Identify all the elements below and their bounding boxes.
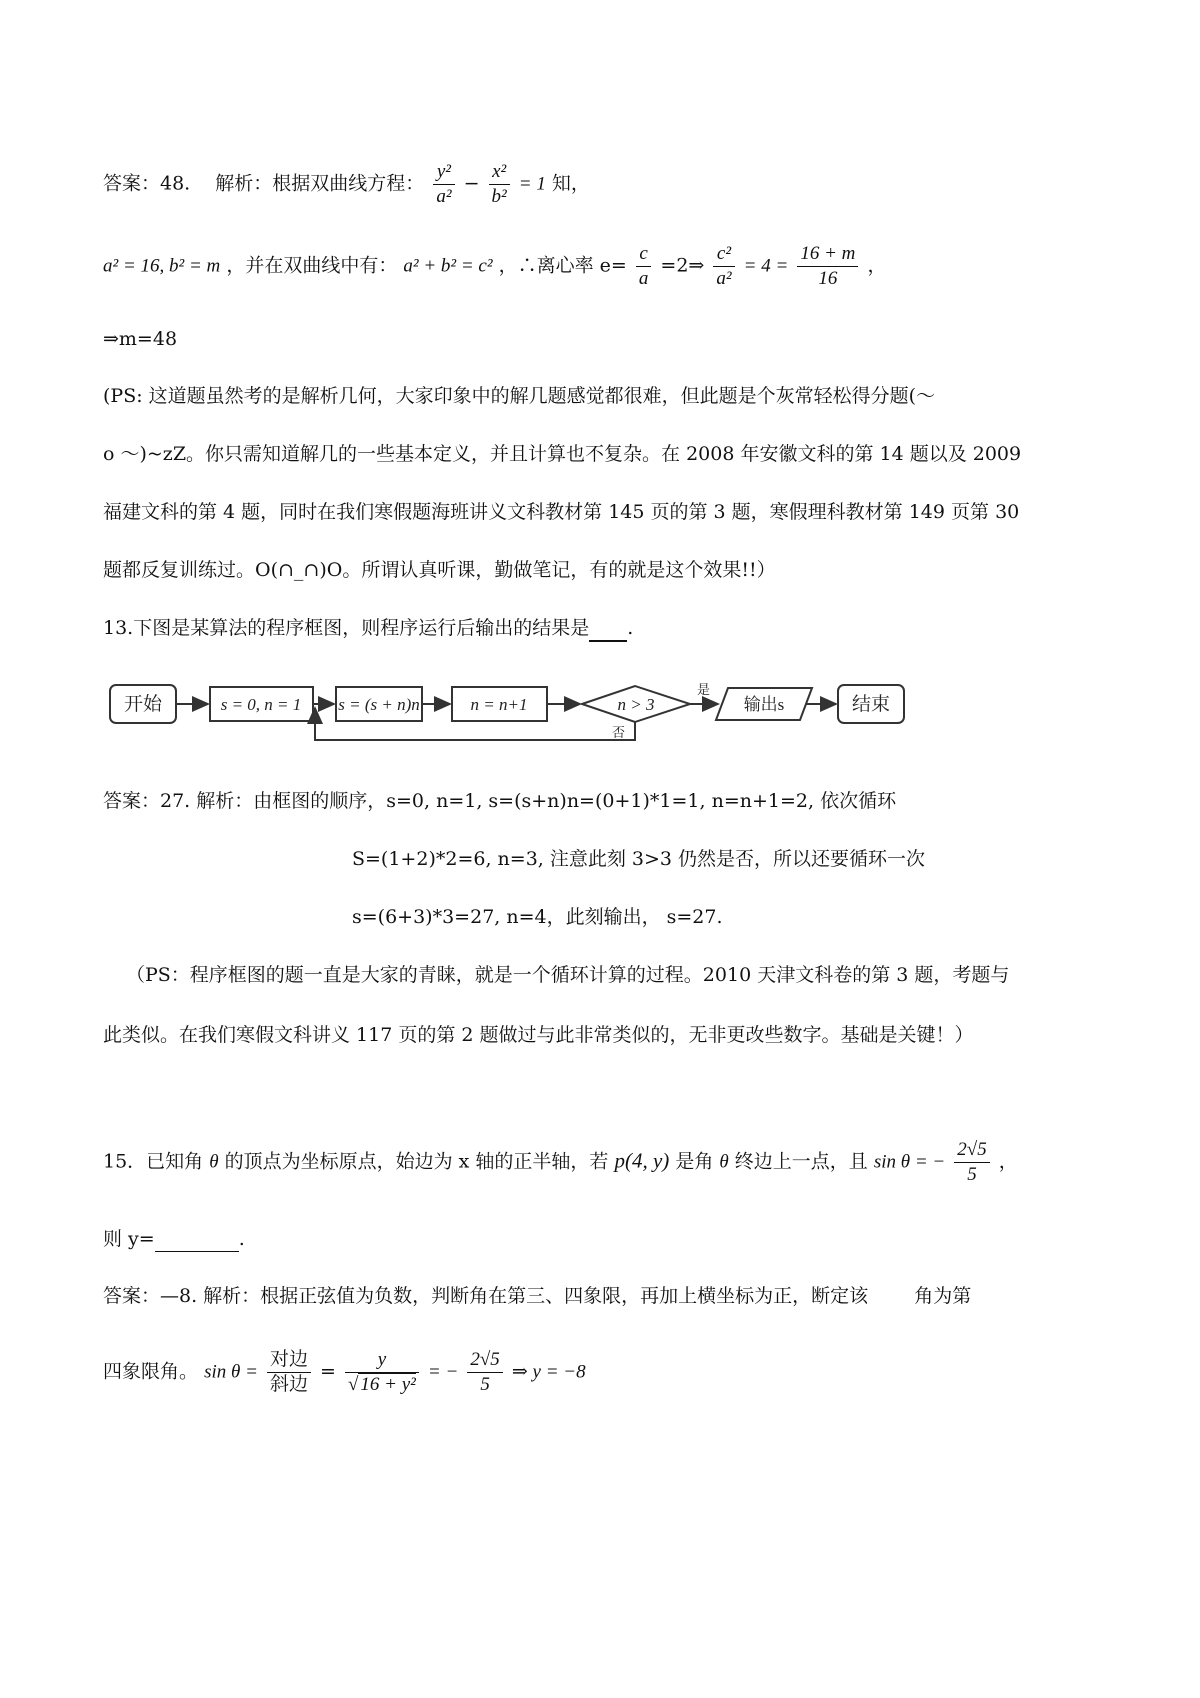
text-segment: 15．已知角 [103,1150,204,1173]
q12-ps-line-3: 福建文科的第 4 题，同时在我们寒假题海班讲义文科教材第 145 页的第 3 题，寒假理科教材第 149 页第 30 [103,501,1020,523]
fraction-numerator: y [345,1348,419,1373]
text-segment: ，∴离心率 e= [498,254,627,277]
q13-ps-line-2: 此类似。在我们寒假文科讲义 117 页的第 2 题做过与此非常类似的，无非更改些数字。基础是关键！） [103,1024,974,1046]
text-segment: ， [998,1150,1018,1173]
q12-answer-result: ⇒m=48 [103,328,178,350]
fraction-numerator: 2√5 [954,1138,989,1163]
equation-rhs: = 1 [518,173,546,195]
fraction-denominator: a [638,267,649,289]
q15-answer-line2 [103,1348,586,1397]
q15-answer-text-end: 角为第 [914,1285,972,1307]
fraction-denominator: 16 [818,267,838,289]
flow-end-label: 结束 [851,694,891,715]
flow-start-label: 开始 [123,694,163,715]
text-segment: ， [867,254,887,277]
flow-init-box [210,687,313,721]
final-result: ⇒ y = −8 [511,1361,586,1383]
q12-answer-line2 [103,242,886,291]
q13-question [103,617,633,642]
flow-output-label: 输出s [743,695,785,714]
question-end: . [627,617,634,639]
flow-update-s-box [336,687,422,721]
text-segment: 是角 [675,1150,714,1173]
q15-answer-line1 [103,1285,971,1308]
q15-answer-text: 答案：—8. 解析：根据正弦值为负数，判断角在第三、四象限，再加上横坐标为正，断定该 [103,1285,869,1307]
fraction-numerator: c² [713,242,734,267]
q13-answer-line3: s=(6+3)*3=27, n=4，此刻输出， s=27. [352,906,723,928]
flow-end-box [838,685,904,723]
answer-blank [589,617,627,642]
fraction-denominator: 5 [480,1373,490,1395]
q15-question-line2 [103,1228,245,1252]
text-segment: = − [427,1361,459,1383]
squared-ratio-fraction [713,242,734,291]
fraction-denominator: √ 16 + y² [347,1373,416,1395]
fraction-denominator: a² [716,267,732,289]
sine-expression: sin θ = [204,1361,258,1383]
fraction-numerator: 2√5 [467,1348,502,1373]
theta-symbol: θ [209,1151,219,1173]
fraction-numerator: y² [433,160,454,185]
q15-question-line1 [103,1138,1018,1187]
q12-answer-suffix: 知， [551,172,590,195]
q12-answer-line1 [103,160,590,209]
q13-ps-line-1: （PS：程序框图的题一直是大家的青睐，就是一个循环计算的过程。2010 天津文科卷的第 3 题，考题与 [126,964,1010,986]
q13-question-text: 13.下图是某算法的程序框图，则程序运行后输出的结果是 [103,617,590,639]
opposite-over-hypotenuse [267,1348,311,1397]
text-segment: ，并在双曲线中有： [226,254,398,277]
q13-answer-line1: 答案：27. 解析：由框图的顺序，s=0, n=1, s=(s+n)n=(0+1)*1=1, n=n+1=2, 依次循环 [103,790,897,812]
m-fraction [797,242,858,291]
q12-ps-line-2: o ～)~zZ。你只需知道解几的一些基本定义，并且计算也不复杂。在 2008 年安徽文科的第 14 题以及 2009 [103,443,1022,465]
fraction-numerator: 16 + m [797,242,858,267]
fraction-denominator: a² [436,185,452,207]
flow-condition-label: n > 3 [617,695,655,714]
fraction-denominator: b² [491,185,507,207]
fraction-denominator: 5 [967,1163,977,1185]
fraction-numerator: 对边 [267,1348,311,1373]
q12-ps-line-4: 题都反复训练过。O(∩_∩)O。所谓认真听课，勤做笔记，有的就是这个效果!!） [103,559,776,581]
answer-blank [155,1228,239,1252]
text-segment: =2⇒ [660,254,705,277]
text-segment: = 4 = [743,255,789,277]
text-segment: 终边上一点，且 [734,1150,868,1173]
text-segment: . [238,1228,245,1250]
flow-condition-diamond [582,686,690,722]
radicand: 16 + y² [360,1373,416,1395]
hyperbola-term-y [433,160,454,209]
eccentricity-fraction [636,242,652,291]
flow-yes-label: 是 [697,682,711,697]
equals-sign: = [320,1360,336,1383]
sine-value-fraction [954,1138,989,1187]
hyperbola-term-x [489,160,510,209]
flow-output-box [716,688,812,720]
flow-start-box [110,685,176,723]
flow-init-label: s = 0, n = 1 [220,695,302,714]
flow-update-n-label: n = n+1 [470,695,528,714]
hyperbola-relation: a² + b² = c² [403,255,493,277]
minus-sign: − [463,172,480,195]
q12-answer-prefix: 答案：48. 解析：根据双曲线方程： [103,172,425,195]
q13-answer-line2: S=(1+2)*2=6, n=3, 注意此刻 3>3 仍然是否，所以还要循环一次 [352,848,926,870]
flow-update-s-label: s = (s + n)n [338,695,420,714]
q12-ps-line-1: (PS: 这道题虽然考的是解析几何，大家印象中的解几题感觉都很难，但此题是个灰常轻松得分题(～ [103,385,936,407]
flow-no-label: 否 [612,725,626,740]
text-segment: 则 y= [103,1228,155,1250]
fraction-numerator: x² [489,160,510,185]
flow-update-n-box [452,687,547,721]
sine-value-fraction [467,1348,502,1397]
given-values: a² = 16, b² = m [103,255,221,277]
text-segment: 的顶点为坐标原点，始边为 x 轴的正半轴，若 [224,1150,609,1173]
y-over-radius-fraction [345,1348,419,1397]
point-expression: p(4, y) [614,1148,670,1173]
fraction-numerator: c [636,242,652,267]
text-segment: 四象限角。 [103,1360,199,1383]
theta-symbol: θ [719,1151,729,1173]
sine-expression: sin θ = − [873,1151,946,1173]
program-flowchart [100,668,920,748]
fraction-denominator: 斜边 [269,1372,308,1395]
